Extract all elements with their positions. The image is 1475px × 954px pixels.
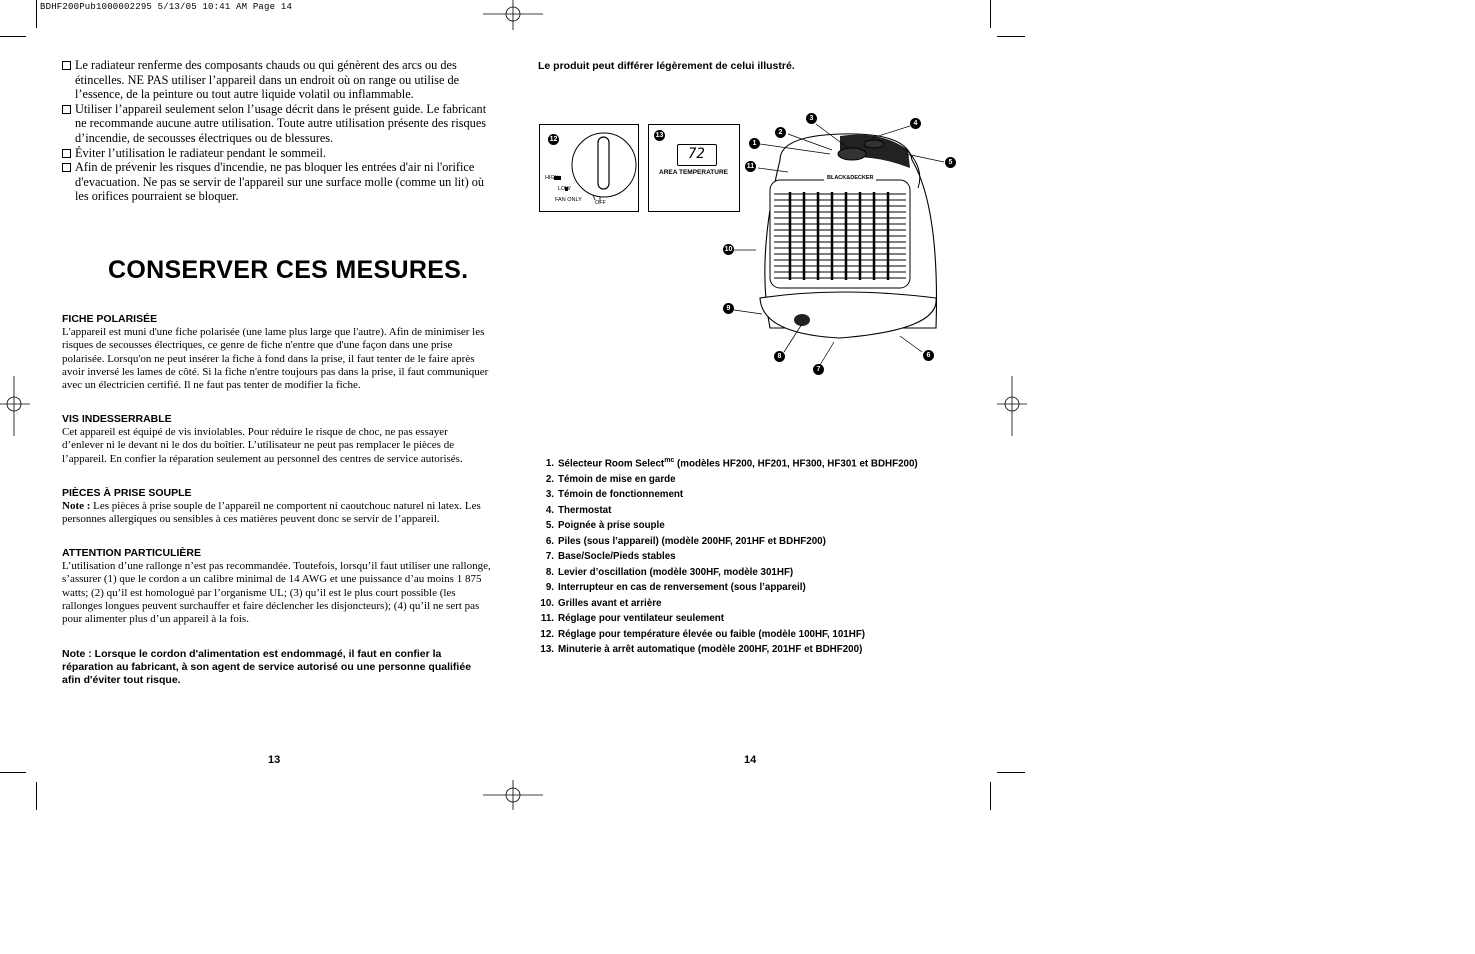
parts-list	[533, 453, 918, 658]
callout-1: 1	[749, 138, 760, 149]
list-item: 1. Sélecteur Room Select$^{mc}$ (modèles HF200, HF201, HF300, HF301 et BDHF200)	[545, 457, 918, 470]
registration-mark-bottom	[483, 780, 543, 810]
section-body: Note : Les pièces à prise souple de l’appareil ne comportent ni caoutchouc naturel ni latex. Les personnes allergiques ou sensibles à ces matières peuvent donc se servir de l’appareil.	[62, 500, 481, 526]
list-item: 9. Interrupteur en cas de renversement (sous l’appareil)	[545, 582, 806, 594]
callout-6: 6	[923, 350, 934, 361]
list-item: 12. Réglage pour température élevée ou faible (modèle 100HF, 101HF)	[540, 628, 866, 640]
list-item: 5. Poignée à prise souple	[545, 520, 665, 532]
callout-8: 8	[774, 351, 785, 362]
registration-mark-left	[0, 376, 30, 436]
page-title: CONSERVER CES MESURES.	[108, 256, 469, 284]
cord-note: Note : Lorsque le cordon d'alimentation est endommagé, il faut en confier la réparation au fabricant, à son agent de service autorisé ou une personne qualifiée afin d'éviter tout risque.	[62, 648, 472, 687]
section-heading: FICHE POLARISÉE	[62, 313, 158, 325]
slug-line: BDHF200Pub1000002295 5/13/05 10:41 AM Page 14	[40, 2, 293, 12]
section-body: L'appareil est muni d'une fiche polarisée (une lame plus large que l'autre). Afin de minimiser les risques de secousses électriques, ce genre de fiche n'entre que d'une façon dans une prise polarisée. Lorsqu'on ne peut insérer la fiche à fond dans la prise, il faut tenter de le faire après avoir inversé les lames de côté. Si la fiche n'entre toujours pas dans la prise, il faut communiquer avec un électricien certifié. Il ne faut pas tenter de modifier la fiche.	[62, 326, 489, 392]
list-item: 11. Réglage pour ventilateur seulement	[540, 613, 725, 625]
checkbox-square-icon	[62, 61, 71, 70]
brand-logo: BLACK&DECKER	[824, 175, 876, 181]
section-soft-grip	[62, 487, 492, 527]
section-heading: ATTENTION PARTICULIÈRE	[62, 547, 202, 559]
section-heading: PIÈCES À PRISE SOUPLE	[62, 487, 192, 499]
callout-4: 4	[910, 118, 921, 129]
section-tamper-screw	[62, 413, 492, 466]
section-body: Cet appareil est équipé de vis inviolables. Pour réduire le risque de choc, ne pas essayer d’enlever ni le devant ni le dos du boîtier. L’utilisateur ne peut pas remplacer le pièces de l’appareil. En confier la réparation seulement au personnel des centres de service autorisés.	[62, 426, 463, 465]
safety-bullets	[62, 58, 492, 204]
callout-12: 12	[549, 136, 558, 143]
dial-label-low: LOW	[558, 186, 571, 192]
dial-panel	[539, 124, 639, 212]
page-number-right: 14	[744, 754, 757, 766]
callout-11: 11	[746, 163, 755, 170]
list-item: 3. Témoin de fonctionnement	[545, 489, 684, 501]
checkbox-square-icon	[62, 105, 71, 114]
callout-2: 2	[775, 127, 786, 138]
dial-label-high: HIGH	[545, 175, 559, 181]
dial-label-off: OFF	[595, 200, 606, 206]
callout-3: 3	[806, 113, 817, 124]
callout-7: 7	[813, 364, 824, 375]
section-body: L’utilisation d’une rallonge n’est pas recommandée. Toutefois, lorsqu’il faut utiliser une rallonge, s’assurer (1) que le cordon a un calibre minimal de 14 AWG et une puissance d’au moins 1 875 watts; (2) qu’il est homologué par l’organisme UL; (3) qu’il est le plus court possible (les rallonges longues peuvent surchauffer et faire déclencher les disjoncteurs); (4) qu’il ne sert pas pour alimenter plus d’un appareil à la fois.	[62, 560, 491, 626]
section-special-attention	[62, 547, 492, 626]
page-number-left: 13	[268, 754, 281, 766]
registration-mark-top	[483, 0, 543, 30]
dial-label-fan-only: FAN ONLY	[555, 197, 582, 203]
lcd-value: 72	[688, 146, 705, 162]
section-heading: VIS INDESSERRABLE	[62, 413, 172, 425]
list-item: 2. Témoin de mise en garde	[545, 473, 676, 485]
list-item: Le radiateur renferme des composants chauds ou qui génèrent des arcs ou des étincelles. NE PAS utiliser l’appareil dans un endroit où on range ou utilise de l’essence, de la peinture ou tout autre liquide volatil ou inflammable.	[62, 58, 492, 102]
product-disclaimer: Le produit peut différer légèrement de celui illustré.	[538, 60, 795, 72]
checkbox-square-icon	[62, 163, 71, 172]
list-item: 10. Grilles avant et arrière	[540, 597, 662, 609]
list-item: 6. Piles (sous l’appareil) (modèle 200HF, 201HF et BDHF200)	[545, 535, 826, 547]
callout-10: 10	[724, 246, 733, 253]
callout-5: 5	[945, 157, 956, 168]
callout-9: 9	[723, 303, 734, 314]
list-item: Éviter l’utilisation le radiateur pendant le sommeil.	[62, 146, 492, 161]
list-item: Utiliser l’appareil seulement selon l’usage décrit dans le présent guide. Le fabricant ne recommande aucune autre utilisation. Toute autre utilisation présente des risques d’incendie, de secousses électriques ou de blessures.	[62, 102, 492, 146]
note-label: Note :	[62, 500, 91, 512]
list-item: 8. Levier d’oscillation (modèle 300HF, modèle 301HF)	[545, 566, 794, 578]
section-polarized-plug	[62, 313, 492, 392]
callout-13: 13	[655, 132, 664, 139]
checkbox-square-icon	[62, 149, 71, 158]
list-item: 4. Thermostat	[545, 504, 612, 516]
list-item: 7. Base/Socle/Pieds stables	[545, 551, 676, 563]
list-item: Afin de prévenir les risques d'incendie, ne pas bloquer les entrées d'air ni l'orifice d'evacuation. Ne pas se servir de l'appareil sur une surface molle (comme un lit) où les orifices pourraient se bloquer.	[62, 160, 492, 204]
lcd-display	[677, 144, 717, 166]
list-item: 13. Minuterie à arrêt automatique (modèle 200HF, 201HF et BDHF200)	[540, 644, 863, 656]
callout-leaders	[720, 110, 960, 380]
display-caption: AREA TEMPERATURE	[659, 169, 728, 176]
registration-mark-right	[997, 376, 1027, 436]
